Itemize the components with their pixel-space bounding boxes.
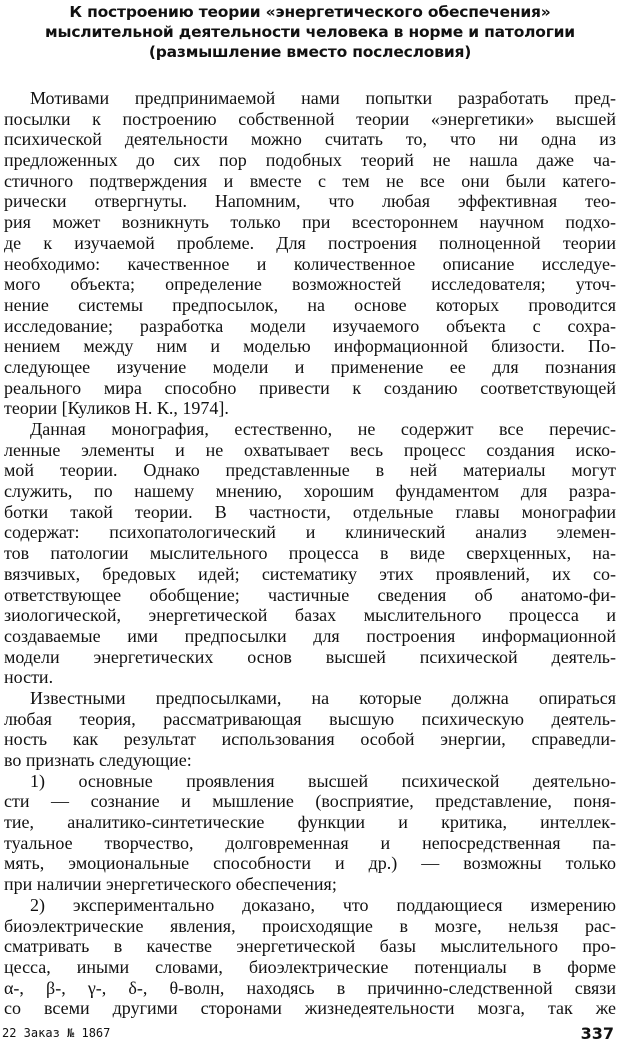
- text-line: ности.: [4, 667, 54, 688]
- text-line: цесса, иными словами, биоэлектрические потенциалы в форме: [4, 956, 616, 977]
- text-line: рия может возникнуть только при всестороннем научном подхо-: [4, 212, 616, 233]
- heading-line-3: (размышление вместо послесловия): [148, 43, 472, 61]
- text-line: туальное творчество, долговременная и непосредственная па-: [4, 832, 616, 853]
- text-line: служить, по нашему мнению, хорошим фундаментом для разра-: [4, 481, 616, 502]
- text-line: реального мира способно привести к созданию соответствующей: [4, 377, 616, 398]
- text-line: исследование; разработка модели изучаемого объекта с сохра-: [4, 315, 616, 336]
- text-line: стичного подтверждения и вместе с тем не все они были катего-: [4, 170, 616, 191]
- paragraph-2: [0, 419, 620, 688]
- text-line: тов патологии мыслительного процесса в виде сверхценных, на-: [4, 543, 616, 564]
- text-line: предложенных до сих пор подобных теорий не нашла даже ча-: [4, 150, 616, 171]
- text-line: посылки к построению собственной теории «энергетики» высшей: [4, 108, 616, 129]
- text-line: зиологической, энергетической базах мыслительного процесса и: [4, 605, 616, 626]
- text-line: при наличии энергетического обеспечения;: [4, 874, 337, 895]
- text-line: ность как результат использования особой энергии, справедли-: [4, 729, 616, 750]
- text-line: во признать следующие:: [4, 750, 192, 770]
- text-line: ботки такой теории. В частности, отдельные главы монографии: [4, 501, 616, 522]
- list-item-1: [0, 771, 620, 895]
- text-line: модели энергетических основ высшей психической деятель-: [4, 646, 616, 667]
- paragraph-3: [0, 688, 620, 771]
- text-line: со всеми другими сторонами жизнедеятельности мозга, так же: [4, 998, 616, 1019]
- text-line: 1) основные проявления высшей психической деятельно-: [30, 770, 616, 791]
- text-line: мять, эмоциональные способности и др.) — возможны только: [4, 853, 616, 874]
- text-line: ленные элементы и не охватывает весь процесс создания иско-: [4, 439, 616, 460]
- text-line: тие, аналитико-синтетические функции и критика, интеллек-: [4, 812, 616, 833]
- text-line: необходимо: качественное и количественное описание исследуе-: [4, 253, 616, 274]
- print-order-note: 22 Заказ № 1867: [2, 1026, 111, 1040]
- text-line: Данная монография, естественно, не содержит все перечис-: [30, 419, 616, 439]
- text-line: создаваемые ими предпосылки для построения информационной: [4, 625, 616, 646]
- text-line: мой теории. Однако представленные в ней материалы могут: [4, 460, 616, 481]
- text-line: любая теория, рассматривающая высшую психическую деятель-: [4, 708, 616, 729]
- text-line: рически отвергнуты. Напомним, что любая эффективная тео-: [4, 191, 616, 212]
- paragraph-1: [0, 88, 620, 419]
- text-line: Мотивами предпринимаемой нами попытки разработать пред-: [30, 88, 616, 108]
- text-line: вязчивых, бредовых идей; систематику этих проявлений, их со-: [4, 563, 616, 584]
- page-footer: [0, 1024, 620, 1044]
- text-line: 2) экспериментально доказано, что поддающиеся измерению: [30, 894, 616, 915]
- heading-line-1: К построению теории «энергетического обеспечения»: [69, 3, 551, 21]
- page-number: 337: [580, 1024, 614, 1043]
- list-item-2: [0, 895, 620, 1019]
- heading-line-2: мыслительной деятельности человека в норме и патологии: [45, 23, 575, 41]
- text-line: нение системы предпосылок, на основе которых проводится: [4, 294, 616, 315]
- text-line: ответствующее обобщение; частичные сведения об анатомо-фи-: [4, 584, 616, 605]
- text-line: Известными предпосылками, на которые должна опираться: [30, 687, 616, 708]
- text-line: нением между ним и моделью информационной близости. По-: [4, 336, 616, 357]
- text-line: биоэлектрические явления, происходящие в мозге, нельзя рас-: [4, 915, 616, 936]
- text-line: α-, β-, γ-, δ-, θ-волн, находясь в причинно-следственной связи: [4, 977, 616, 998]
- text-line: мого объекта; определение возможностей исследователя; уточ-: [4, 274, 616, 295]
- text-line: сти — сознание и мышление (восприятие, представление, поня-: [4, 791, 616, 812]
- chapter-heading: [8, 2, 612, 62]
- text-line: содержат: психопатологический и клинический анализ элемен-: [4, 522, 616, 543]
- text-line: де к изучаемой проблеме. Для построения полноценной теории: [4, 232, 616, 253]
- text-line: теории [Куликов Н. К., 1974].: [4, 398, 229, 419]
- text-line: следующее изучение модели и применение ее для познания: [4, 356, 616, 377]
- text-line: сматривать в качестве энергетической базы мыслительного про-: [4, 936, 616, 957]
- text-line: психической деятельности можно считать то, что ни одна из: [4, 129, 616, 150]
- body-text: [0, 88, 620, 1019]
